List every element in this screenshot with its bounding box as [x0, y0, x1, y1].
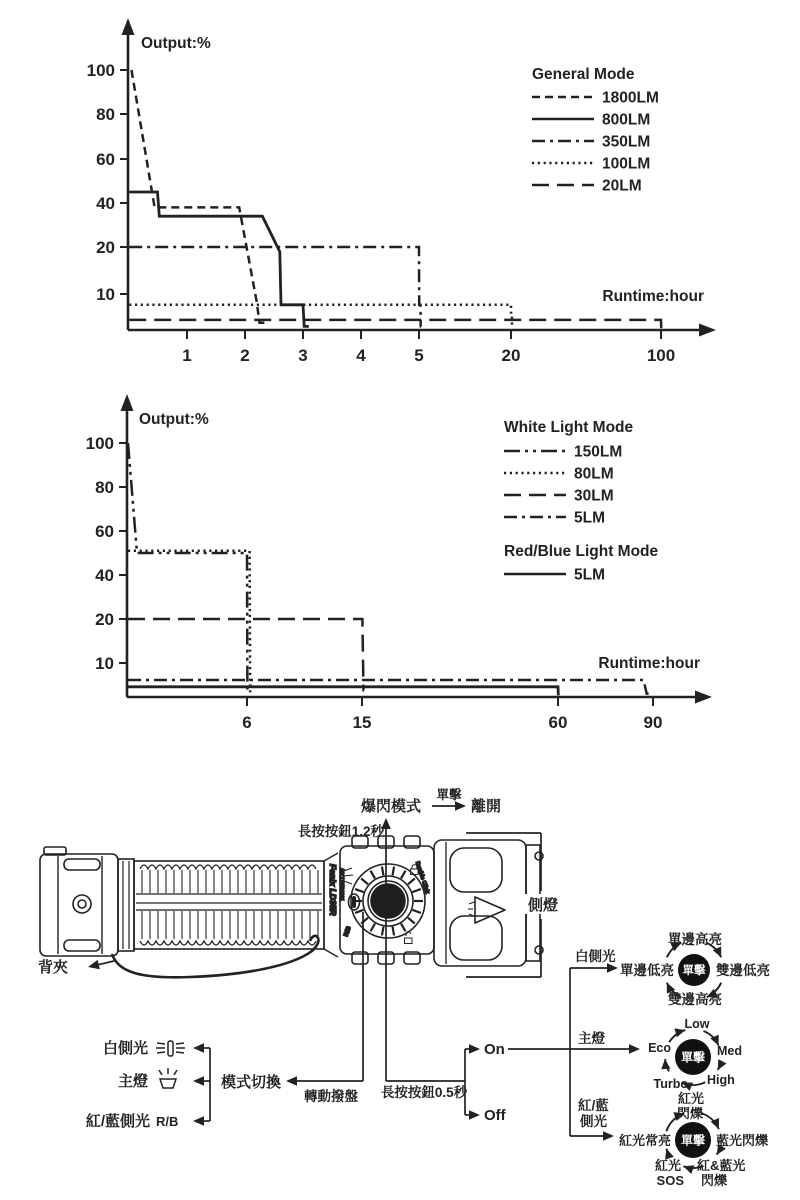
x-tick-label: 100 [646, 346, 676, 365]
tail-ring [118, 859, 134, 951]
legend-item-label: 150LM [574, 443, 623, 461]
x-tick-label: 60 [548, 713, 568, 732]
white-side-light-label: 白側光 [102, 1040, 148, 1057]
tailcap-slot-bottom [64, 940, 100, 951]
rb-cycle-bottom-left-label: 紅光 [654, 1158, 681, 1173]
rb-cycle-bottom-left-label: SOS [656, 1173, 684, 1188]
rb-abbr-label: R/B [156, 1114, 179, 1129]
tailcap-switch-ring [73, 895, 91, 913]
y-tick-label: 100 [86, 61, 115, 80]
strobe-mode-label: 爆閃模式 [360, 798, 422, 815]
off-arrow-head [469, 1110, 480, 1120]
side-light-rays-icon [344, 868, 352, 871]
x-tick-label: 4 [356, 346, 366, 365]
dial-knurl-segment [382, 867, 384, 876]
y-tick-label: 80 [95, 478, 114, 497]
branch-main-label: 主燈 [578, 1031, 605, 1046]
rb-cycle-left-label: 紅光常亮 [618, 1133, 671, 1148]
white-side-light-icon [168, 1041, 173, 1056]
main-branch-arrow-head [629, 1044, 640, 1054]
x-tick-label: 2 [240, 346, 250, 365]
dial-knurl-segment [361, 879, 368, 885]
mode-arrow-main-head [193, 1076, 204, 1086]
legend-item-label: 5LM [574, 509, 605, 527]
side-light-label: 側燈 [527, 897, 559, 914]
dial-knurl-segment [371, 871, 376, 879]
main-cycle-eco-label: Eco [648, 1041, 671, 1055]
y-axis-title: Output:% [139, 411, 209, 428]
main-light-label: 主燈 [117, 1073, 148, 1090]
main-cycle-med-label: Med [717, 1044, 742, 1058]
x-tick-label: 15 [352, 713, 372, 732]
y-axis-title: Output:% [141, 35, 211, 52]
legend-item-label: 20LM [602, 177, 642, 195]
body-tube [134, 861, 324, 949]
mode-switch-label: 模式切換 [221, 1074, 282, 1091]
main-cycle-low-label: Low [684, 1017, 710, 1031]
neck-line [324, 949, 338, 957]
padlock-open-icon [405, 932, 413, 944]
main-cycle-high-label: High [707, 1073, 735, 1087]
white-side-light-icon [157, 1052, 165, 1053]
series-line-350LM [129, 247, 421, 326]
main-light-icon [159, 1070, 162, 1075]
y-tick-label: 20 [95, 610, 114, 629]
dial-knurl-segment [412, 910, 420, 913]
branch-redblue-label: 側光 [580, 1114, 607, 1129]
legend-item-label: 100LM [602, 155, 651, 173]
white-side-light-icon [176, 1052, 184, 1053]
flashlight-illustration [40, 836, 543, 977]
white-side-light-icon [157, 1043, 165, 1044]
dial-knurl-segment [393, 867, 395, 876]
x-tick-label: 20 [501, 346, 521, 365]
x-axis-head [699, 324, 716, 337]
y-tick-label: 10 [96, 285, 115, 304]
white-cycle-left-label: 單邊低亮 [620, 963, 674, 978]
y-tick-label: 40 [95, 566, 114, 585]
rb-cycle-top-label: 閃爍 [676, 1106, 704, 1121]
legend-group-title: White Light Mode [504, 419, 634, 436]
back-clip-arrow-head [88, 960, 100, 969]
dial-knurl-segment [371, 924, 376, 932]
brand-text: Fenix LD35R [328, 864, 338, 916]
white-cycle-right-label: 雙邊低亮 [716, 963, 770, 978]
rb-cycle-bottom-right-label: 紅&藍光 [697, 1158, 746, 1173]
body-scallop-bottom [140, 941, 316, 945]
legend-item-label: 1800LM [602, 89, 659, 107]
dial-knurl-segment [412, 889, 420, 892]
side-light-window-top [450, 848, 502, 892]
red-blue-side-light-label: 紅/藍側光 [85, 1113, 150, 1130]
red-blue-light-cycle [619, 1091, 768, 1188]
single-click-label: 單擊 [436, 788, 462, 802]
body-scallop-top [140, 865, 316, 869]
y-axis-head [122, 18, 135, 35]
white-cycle-top-label: 單邊高亮 [668, 932, 722, 947]
x-tick-label: 3 [298, 346, 308, 365]
series-line-100LM [129, 305, 512, 327]
dial-knurl-segment [382, 927, 384, 936]
x-axis-head [695, 691, 712, 704]
on-label: On [484, 1041, 505, 1058]
x-tick-label: 5 [414, 346, 424, 365]
dial-knurl-segment [355, 889, 363, 892]
rb-cycle-disc-label: 單擊 [680, 1133, 706, 1148]
legend-item-label: 5LM [574, 566, 605, 584]
white-side-light-cycle [620, 931, 770, 1007]
legend-item-label: 30LM [574, 487, 614, 505]
off-label: Off [484, 1107, 506, 1124]
y-tick-label: 80 [96, 105, 115, 124]
dial-knurl-segment [408, 918, 415, 924]
legend-item-label: 800LM [602, 111, 651, 129]
series-line-150LM [128, 443, 251, 690]
tailcap-switch-dot [78, 900, 86, 908]
series-line-20LM [129, 320, 661, 328]
series-line-80LM [128, 551, 250, 694]
strobe-exit-arrow-head [455, 801, 466, 811]
double-click-text: Double Click [413, 860, 430, 895]
dial-indicator-slot [352, 896, 356, 908]
annotations [38, 787, 640, 1141]
series-line-1800LM [132, 70, 269, 323]
serial-text: A8CD6F00001 [338, 868, 344, 902]
white-branch-arrow-head [607, 963, 618, 973]
tailcap-slot-top [64, 859, 100, 870]
y-tick-label: 40 [96, 194, 115, 213]
x-tick-label: 6 [242, 713, 252, 732]
white-side-light-icon [156, 1041, 185, 1056]
rb-cycle-bottom-right-label: 閃爍 [701, 1173, 728, 1188]
dial-knurl-segment [401, 924, 406, 932]
white-cycle-disc-label: 單擊 [682, 965, 706, 978]
y-tick-label: 100 [85, 434, 114, 453]
mode-switch-arrow-head [286, 1076, 297, 1086]
white-cycle-bottom-label: 雙邊高亮 [668, 992, 722, 1007]
rb-cycle-right-label: 藍光閃爍 [716, 1133, 769, 1148]
runtime-chart-general [87, 18, 716, 365]
y-tick-label: 10 [95, 654, 114, 673]
main-cycle-turbo-label: Turbo [653, 1077, 688, 1091]
dial-knurl-segment [401, 871, 406, 879]
y-axis-head [121, 394, 134, 411]
y-tick-label: 60 [96, 150, 115, 169]
warning-triangle-icon [475, 897, 505, 923]
x-tick-label: 1 [182, 346, 192, 365]
branch-white-label: 白側光 [575, 949, 616, 964]
series-line-5LM-red-blue [128, 687, 558, 696]
white-side-light-icon [176, 1043, 184, 1044]
redblue-branch-arrow-head [603, 1131, 614, 1141]
legend-group-title: Red/Blue Light Mode [504, 543, 659, 560]
side-light-housing [434, 840, 526, 966]
mode-arrow-white-head [193, 1043, 204, 1053]
legend-group-title: General Mode [532, 66, 635, 83]
pocket-clip [112, 936, 319, 977]
main-cycle-disc-label: 單擊 [680, 1050, 706, 1065]
main-light-icon [174, 1070, 177, 1075]
back-clip-label: 背夾 [38, 959, 69, 976]
side-light-rays-icon [344, 881, 352, 884]
main-light-cycle [648, 1017, 742, 1091]
legend-item-label: 350LM [602, 133, 651, 151]
main-cycle-arc-head [661, 1059, 670, 1069]
rb-cycle-top-label: 紅光 [677, 1091, 705, 1106]
dial-center-button [371, 884, 405, 918]
side-light-rays-icon [344, 875, 353, 876]
on-arrow-head [469, 1044, 480, 1054]
x-axis-title: Runtime:hour [602, 288, 704, 305]
exit-label: 離開 [471, 798, 502, 815]
rb-cycle-arc-head [683, 1165, 694, 1174]
dial-knurl-segment [393, 927, 395, 936]
flashlight-operation-diagram [38, 787, 770, 1188]
x-axis-title: Runtime:hour [598, 655, 700, 672]
series-line-800LM [129, 192, 309, 326]
y-tick-label: 60 [95, 522, 114, 541]
y-tick-label: 20 [96, 238, 115, 257]
main-cycle-arc-head [718, 1059, 727, 1070]
main-light-icon [160, 1079, 176, 1088]
warning-triangle-icon [469, 902, 474, 904]
rotate-dial-label: 轉動撥盤 [304, 1089, 358, 1104]
x-tick-label: 90 [643, 713, 663, 732]
legend-item-label: 80LM [574, 465, 614, 483]
dial-rb-text: R/B [343, 925, 353, 938]
main-light-icon [159, 1068, 177, 1088]
neck-line [324, 853, 338, 861]
dial-knurl-segment [408, 879, 415, 885]
branch-redblue-label: 紅/藍 [578, 1098, 609, 1113]
long-press-0-5s-label: 長按按鈕0.5秒 [380, 1085, 468, 1100]
long-press-1-2s-label: 長按按鈕1.2秒 [297, 824, 384, 839]
runtime-chart-white-redblue [86, 394, 712, 732]
mode-arrow-redblue-head [193, 1116, 204, 1126]
